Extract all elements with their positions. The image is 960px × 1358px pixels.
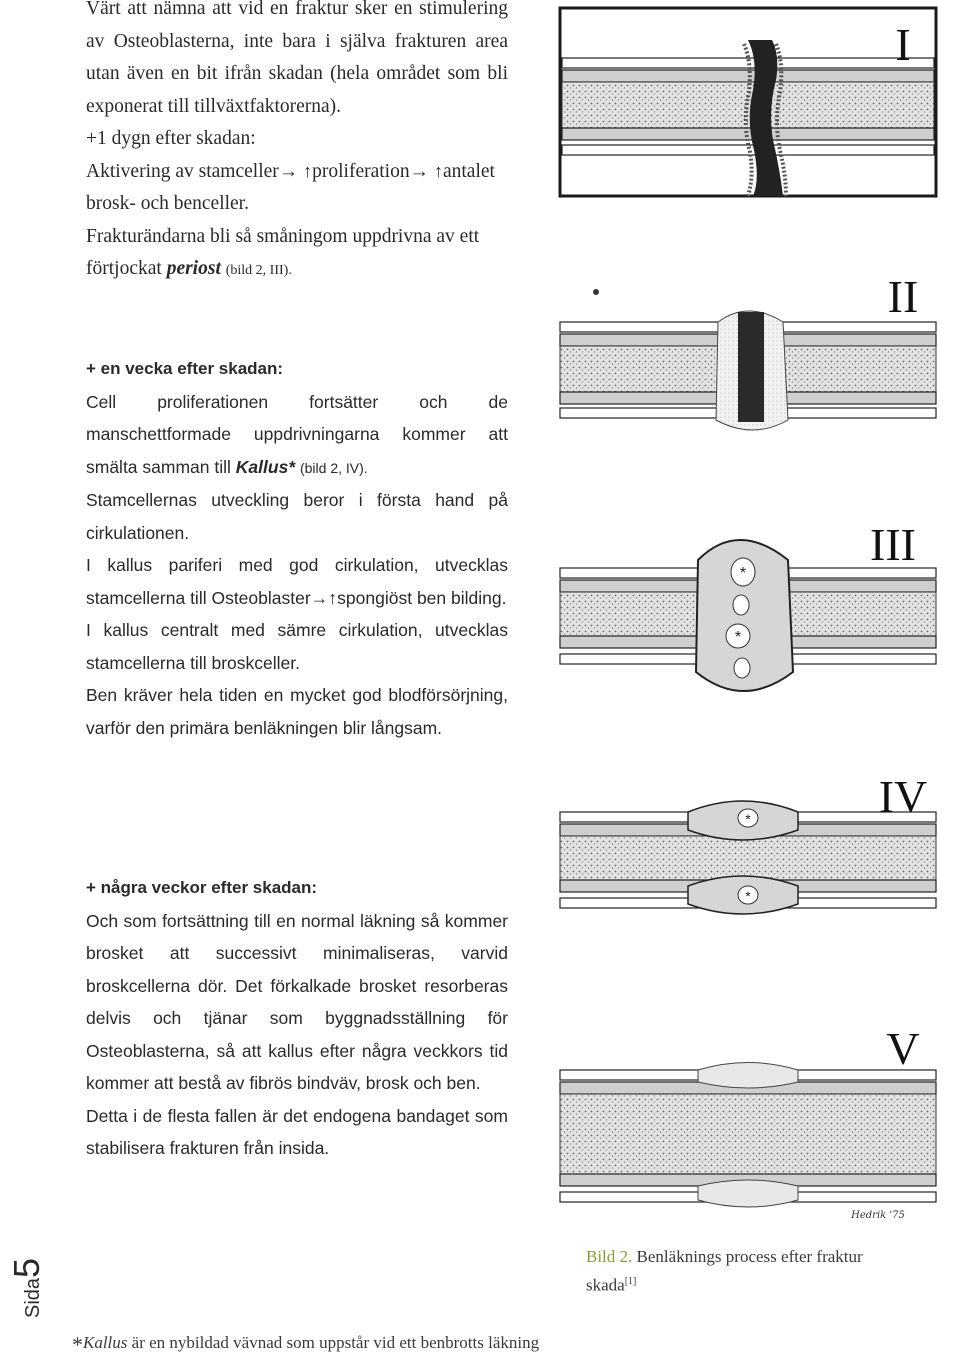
svg-text:*: * [734,629,742,646]
artist-signature: Hedrik '75 [851,1210,905,1221]
arrow-right-icon: → [278,160,299,182]
paragraph-fracture-ends: Frakturändarna bli så småningom uppdrivna av ett förtjockat periost (bild 2, III). [86,225,480,279]
paragraph-blood-supply: Ben kräver hela tiden en mycket god blodförsörjning, varför den primära benläkningen blir långsam. [86,685,508,738]
paragraph-endogenous-bandage: Detta i de flesta fallen är det endogena bandaget som stabilisera frakturen från insida. [86,1105,508,1158]
footnote-star: * [72,1332,83,1357]
stage-II-panel [560,270,936,482]
caption-reference: [1] [624,1276,637,1287]
svg-text:*: * [745,811,751,827]
heading-some-weeks: + några veckor efter skadan: [86,878,318,897]
paragraph-osteoblast-stimulation: Värt att nämna att vid en fraktur sker en stimulering av Osteoblasterna, inte bara i själva frakturen area utan även en bit ifrån skadan (hela området som bli exponerat till tillväxtfaktorerna). [86,0,508,117]
paragraph-continuation: Och som fortsättning till en normal läkning så kommer brosket att successivt minimaliseras, varvid broskcellerna dör. Det förkalkade brosket resorberas delvis och tjänar som byggnadsställning för Osteoblasterna, så att kallus efter några veckkors tid kommer att bestå av fibrös bindväv, brosk och ben. [86,910,508,1093]
paragraph-stem-cells: Stamcellernas utveckling beror i första hand på cirkulationen. [86,490,508,543]
caption-label: Bild 2. [586,1247,633,1266]
footnote-text: är en nybildad vävnad som uppstår vid ett benbrotts läkning [131,1333,540,1352]
paragraph-periphery: I kallus pariferi med god cirkulation, utvecklas stamcellerna till Osteoblaster→↑spongiöst ben bilding. [86,555,508,608]
term-periost: periost [166,258,221,279]
text-block-2 [86,353,508,744]
stage-V-panel [560,1020,936,1230]
text-block-1 [86,0,508,288]
arrow-up-icon: ↑ [433,160,443,181]
svg-text:*: * [745,888,751,904]
stage-I-panel [560,8,936,196]
footnote [72,1332,539,1358]
stage-label-IV: IV [878,771,928,822]
stage-III-panel [560,519,936,720]
page-number [6,1236,50,1318]
stage-label-II: II [887,271,919,322]
stage-label-I: I [895,19,911,70]
paragraph-activation: Aktivering av stamceller→ ↑proliferation→ ↑antalet brosk- och benceller. [86,160,495,214]
stage-IV-panel [560,770,936,960]
arrow-right-icon: → [409,160,430,182]
page-word: Sida [22,1277,44,1318]
arrow-up-icon: ↑ [328,587,338,608]
svg-text:*: * [739,565,747,582]
arrow-right-icon: → [310,587,329,608]
heading-one-week: + en vecka efter skadan: [86,359,284,378]
figure-caption [586,1244,916,1298]
paragraph-cell-proliferation: Cell proliferationen fortsätter och de manschettformade uppdrivningarna kommer att smälta samman till Kallus* (bild 2, IV). [86,391,508,477]
caption-text: Benläknings process efter fraktur skada [586,1247,863,1295]
heading-one-day: +1 dygn efter skadan: [86,128,256,149]
arrow-up-icon: ↑ [303,160,313,181]
text-block-3 [86,872,508,1165]
page-digit: 5 [6,1257,47,1278]
bone-healing-figure [548,0,948,1240]
term-kallus: Kallus* [235,456,296,477]
stage-label-V: V [886,1023,920,1074]
stage-label-III: III [870,519,916,570]
footnote-term: Kallus [83,1333,128,1352]
paragraph-central: I kallus centralt med sämre cirkulation, utvecklas stamcellerna till broskceller. [86,620,508,673]
